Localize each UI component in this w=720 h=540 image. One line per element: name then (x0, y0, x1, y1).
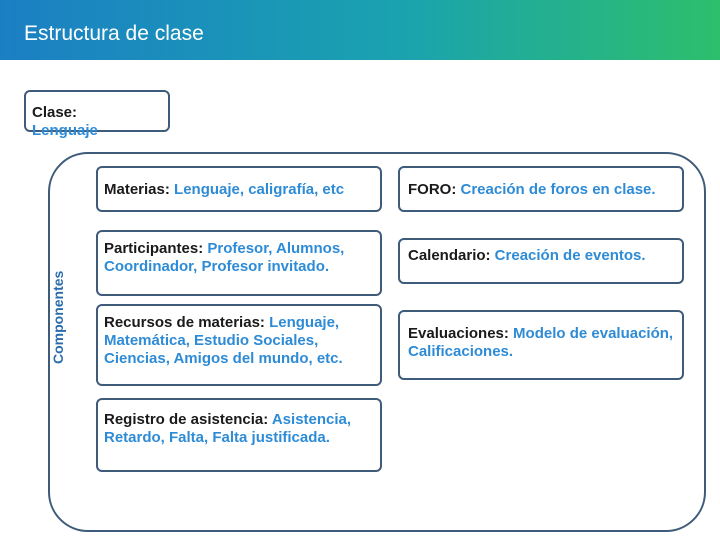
page-title: Estructura de clase (24, 22, 204, 45)
components-label: Componentes (50, 270, 66, 364)
class-value: Lenguaje (32, 122, 98, 139)
subjects-text: Materias: Lenguaje, caligrafía, etc (104, 181, 345, 198)
class-key: Clase: (32, 104, 78, 121)
calendar-text: Calendario: Creación de eventos. (408, 247, 646, 264)
evaluations-text: Evaluaciones: Modelo de evaluación, Calificaciones. (408, 325, 674, 360)
resources-text: Recursos de materias: Lenguaje, Matemática, Estudio Sociales, Ciencias, Amigos del mundo, etc. (104, 314, 343, 367)
title-bar (0, 0, 720, 60)
class-label (32, 104, 98, 140)
forum-text: FORO: Creación de foros en clase. (408, 181, 656, 198)
attendance-text: Registro de asistencia: Asistencia, Retardo, Falta, Falta justificada. (104, 411, 352, 446)
participants-text: Participantes: Profesor, Alumnos, Coordinador, Profesor invitado. (104, 240, 345, 275)
